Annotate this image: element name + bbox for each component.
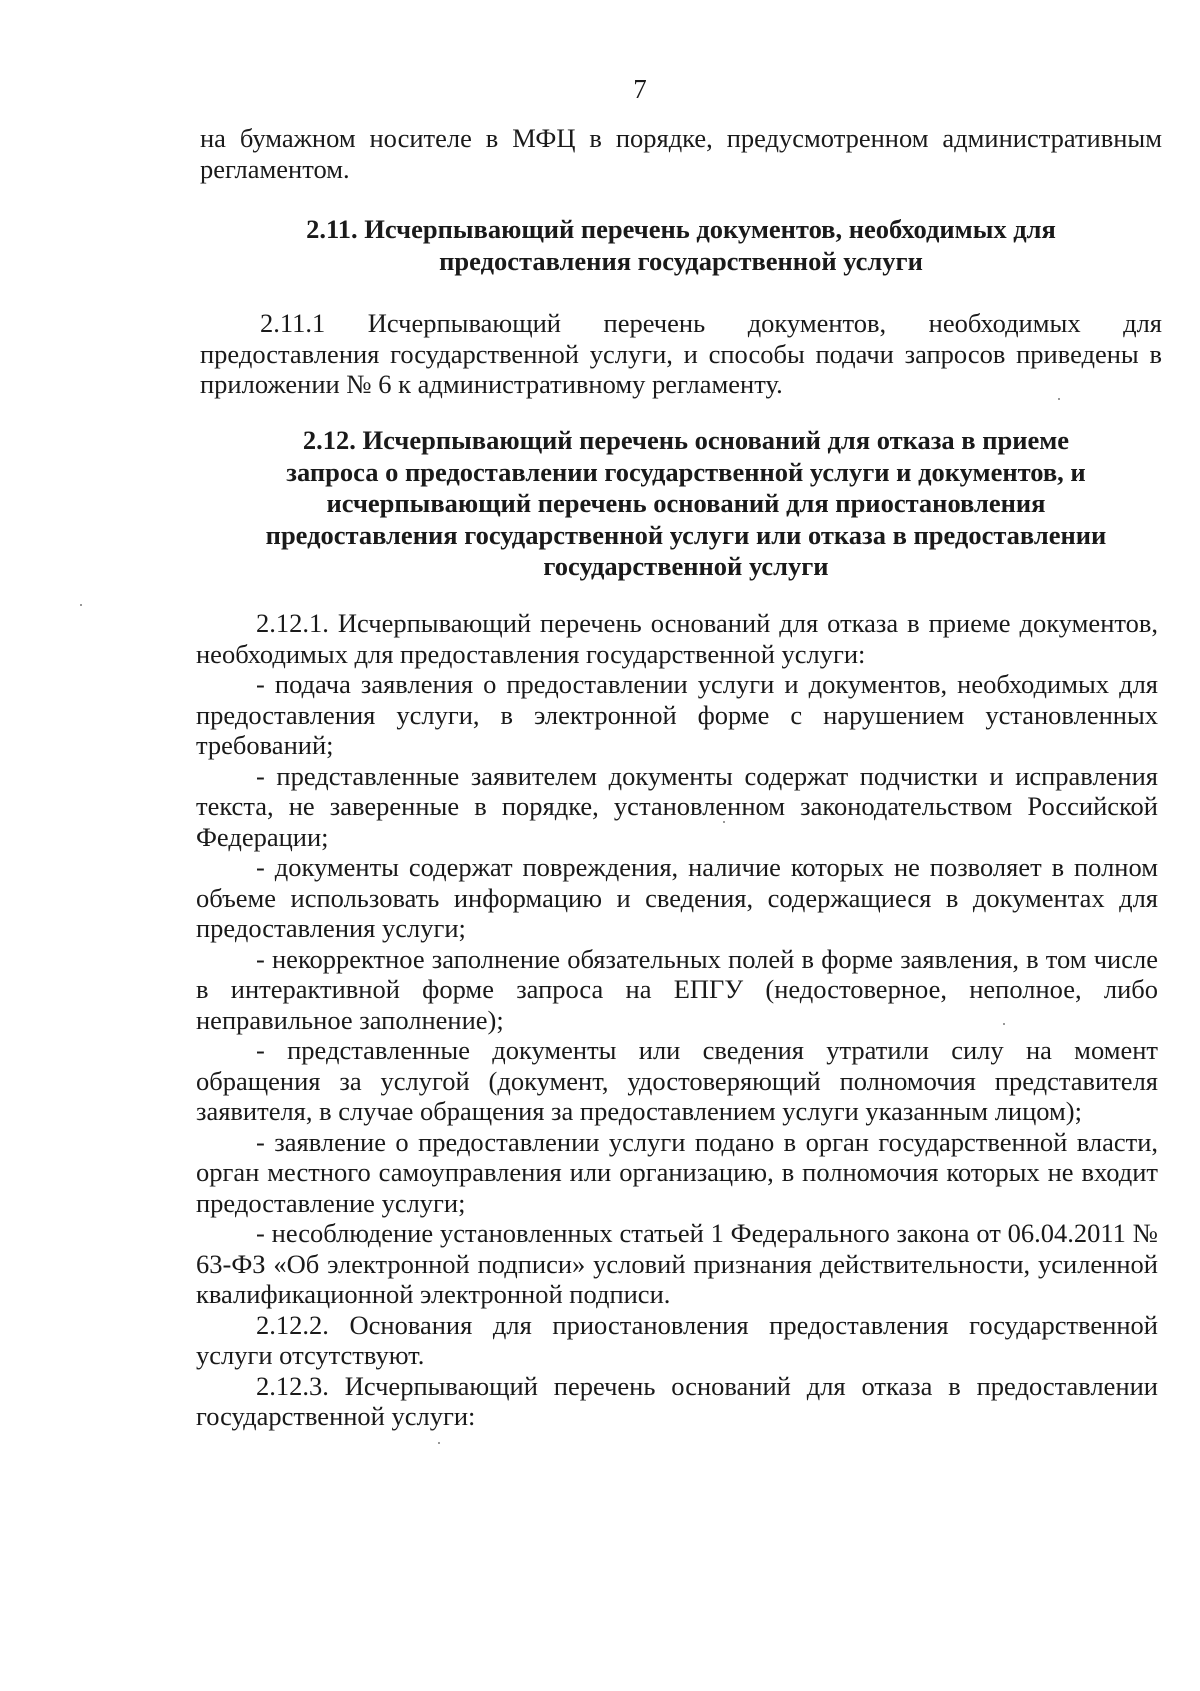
intro-line-2: регламентом. bbox=[200, 153, 350, 184]
list-item: - заявление о предоставлении услуги подано в орган государственной власти, орган местного самоуправления или организацию, в полномочия которых не входит предоставление услуги; bbox=[196, 1126, 1158, 1218]
section-2-12-body bbox=[196, 608, 1158, 1432]
section-2-12-heading-line-4: предоставления государственной услуги или отказа в предоставлении bbox=[265, 519, 1107, 550]
scan-speck bbox=[1003, 1023, 1005, 1025]
intro-line-1: на бумажном носителе в МФЦ в порядке, предусмотренном административным bbox=[200, 123, 1162, 153]
intro-text bbox=[200, 123, 1162, 184]
paragraph-2-12-3: 2.12.3. Исчерпывающий перечень оснований для отказа в предоставлении государственной услуги: bbox=[196, 1370, 1158, 1431]
section-2-12-heading-line-3: исчерпывающий перечень оснований для приостановления bbox=[326, 488, 1046, 518]
section-2-12-heading-line-5: государственной услуги bbox=[543, 551, 829, 581]
section-2-11-heading-line-1: 2.11. Исчерпывающий перечень документов, необходимых для bbox=[306, 214, 1056, 244]
section-2-11-heading bbox=[200, 214, 1162, 277]
scan-speck bbox=[1058, 398, 1060, 400]
section-2-12-heading-line-2: запроса о предоставлении государственной услуги и документов, и bbox=[286, 456, 1086, 487]
list-item: - несоблюдение установленных статьей 1 Федерального закона от 06.04.2011 № 63-ФЗ «Об электронной подписи» условий признания действительности, усиленной квалификационной электронной подписи. bbox=[196, 1218, 1158, 1309]
section-2-12-heading bbox=[205, 425, 1167, 583]
scan-speck bbox=[723, 821, 725, 823]
list-item: - подача заявления о предоставлении услуги и документов, необходимых для предоставления услуги, в электронной форме с нарушением установленных требований; bbox=[196, 669, 1158, 760]
paragraph-2-12-2: 2.12.2. Основания для приостановления предоставления государственной услуги отсутствуют. bbox=[196, 1309, 1158, 1370]
section-2-11-body bbox=[200, 308, 1162, 400]
paragraph-2-12-1: 2.12.1. Исчерпывающий перечень оснований для отказа в приеме документов, необходимых для предоставления государственной услуги: bbox=[196, 608, 1158, 669]
page-number: 7 bbox=[633, 74, 647, 104]
list-item: - документы содержат повреждения, наличие которых не позволяет в полном объеме использовать информацию и сведения, содержащиеся в документах для предоставления услуги; bbox=[196, 852, 1158, 943]
section-2-12-heading-line-1: 2.12. Исчерпывающий перечень оснований для отказа в приеме bbox=[302, 425, 1070, 455]
section-2-11-heading-line-2: предоставления государственной услуги bbox=[439, 245, 923, 276]
paragraph-2-11-1: 2.11.1 Исчерпывающий перечень документов, необходимых для предоставления государственной услуги, и способы подачи запросов приведены в приложении № 6 к административному регламенту. bbox=[200, 308, 1162, 399]
scan-speck bbox=[438, 1442, 440, 1444]
scan-speck bbox=[80, 604, 82, 606]
list-item: - представленные документы или сведения утратили силу на момент обращения за услугой (документ, удостоверяющий полномочия представителя заявителя, в случае обращения за предоставлением услуги указанным лицом); bbox=[196, 1035, 1158, 1126]
list-item: - некорректное заполнение обязательных полей в форме заявления, в том числе в интерактивной форме запроса на ЕПГУ (недостоверное, неполное, либо неправильное заполнение); bbox=[196, 943, 1158, 1035]
list-item: - представленные заявителем документы содержат подчистки и исправления текста, не заверенные в порядке, установленном законодательством Российской Федерации; bbox=[196, 760, 1158, 852]
